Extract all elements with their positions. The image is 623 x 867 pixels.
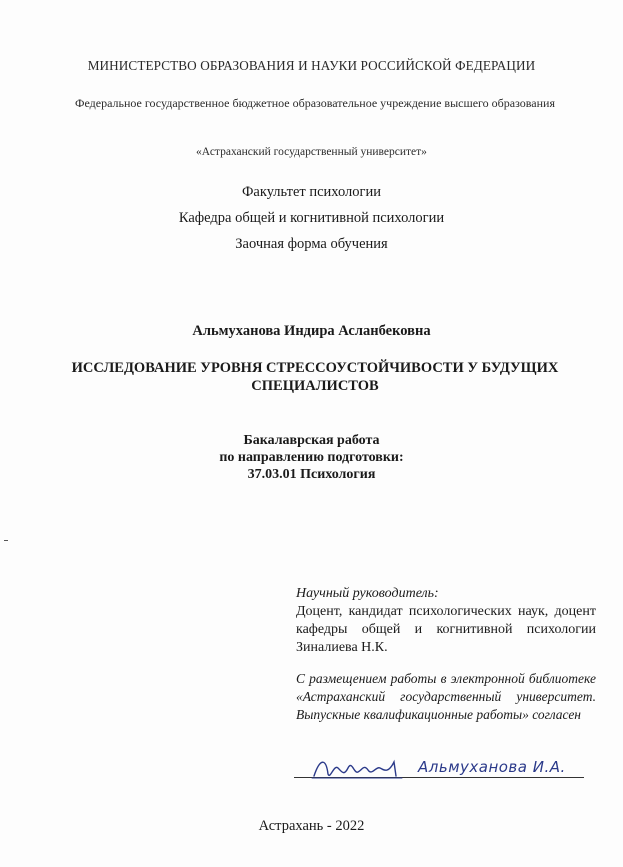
direction-line: по направлению подготовки: [219, 450, 404, 465]
ministry-heading: МИНИСТЕРСТВО ОБРАЗОВАНИЯ И НАУКИ РОССИЙСКОЙ ФЕДЕРАЦИИ [87, 58, 536, 73]
author-name: Альмуханова Индира Асланбековна [192, 323, 431, 339]
work-type-block [0, 432, 623, 483]
study-form: Заочная форма обучения [235, 236, 388, 252]
specialty-code-line: 37.03.01 Психология [247, 467, 376, 482]
supervisor-text: Доцент, кандидат психологических наук, доцент кафедры общей и когнитивной психологии Зиналиева Н.К. [296, 604, 596, 655]
supervisor-block [296, 585, 596, 657]
university-name: «Астраханский государственный университет» [196, 146, 427, 158]
thesis-title: ИССЛЕДОВАНИЕ УРОВНЯ СТРЕССОУСТОЙЧИВОСТИ У БУДУЩИХ СПЕЦИАЛИСТОВ [71, 360, 559, 394]
institution-name: Федеральное государственное бюджетное образовательное учреждение высшего образования [75, 96, 555, 110]
consent-statement: С размещением работы в электронной библиотеке «Астраханский государственный университет. Выпускные квалификационные работы» согласен [296, 671, 596, 722]
city-year: Астрахань - 2022 [258, 818, 365, 834]
signature-area [290, 754, 600, 784]
supervisor-label: Научный руководитель: [296, 586, 439, 601]
signature-name: Альмуханова И.А. [418, 758, 566, 776]
work-type-line: Бакалаврская работа [243, 433, 380, 448]
scan-mark [4, 540, 8, 541]
handwritten-signature [310, 754, 410, 784]
department-name: Кафедра общей и когнитивной психологии [178, 210, 445, 226]
faculty-name: Факультет психологии [241, 184, 382, 200]
